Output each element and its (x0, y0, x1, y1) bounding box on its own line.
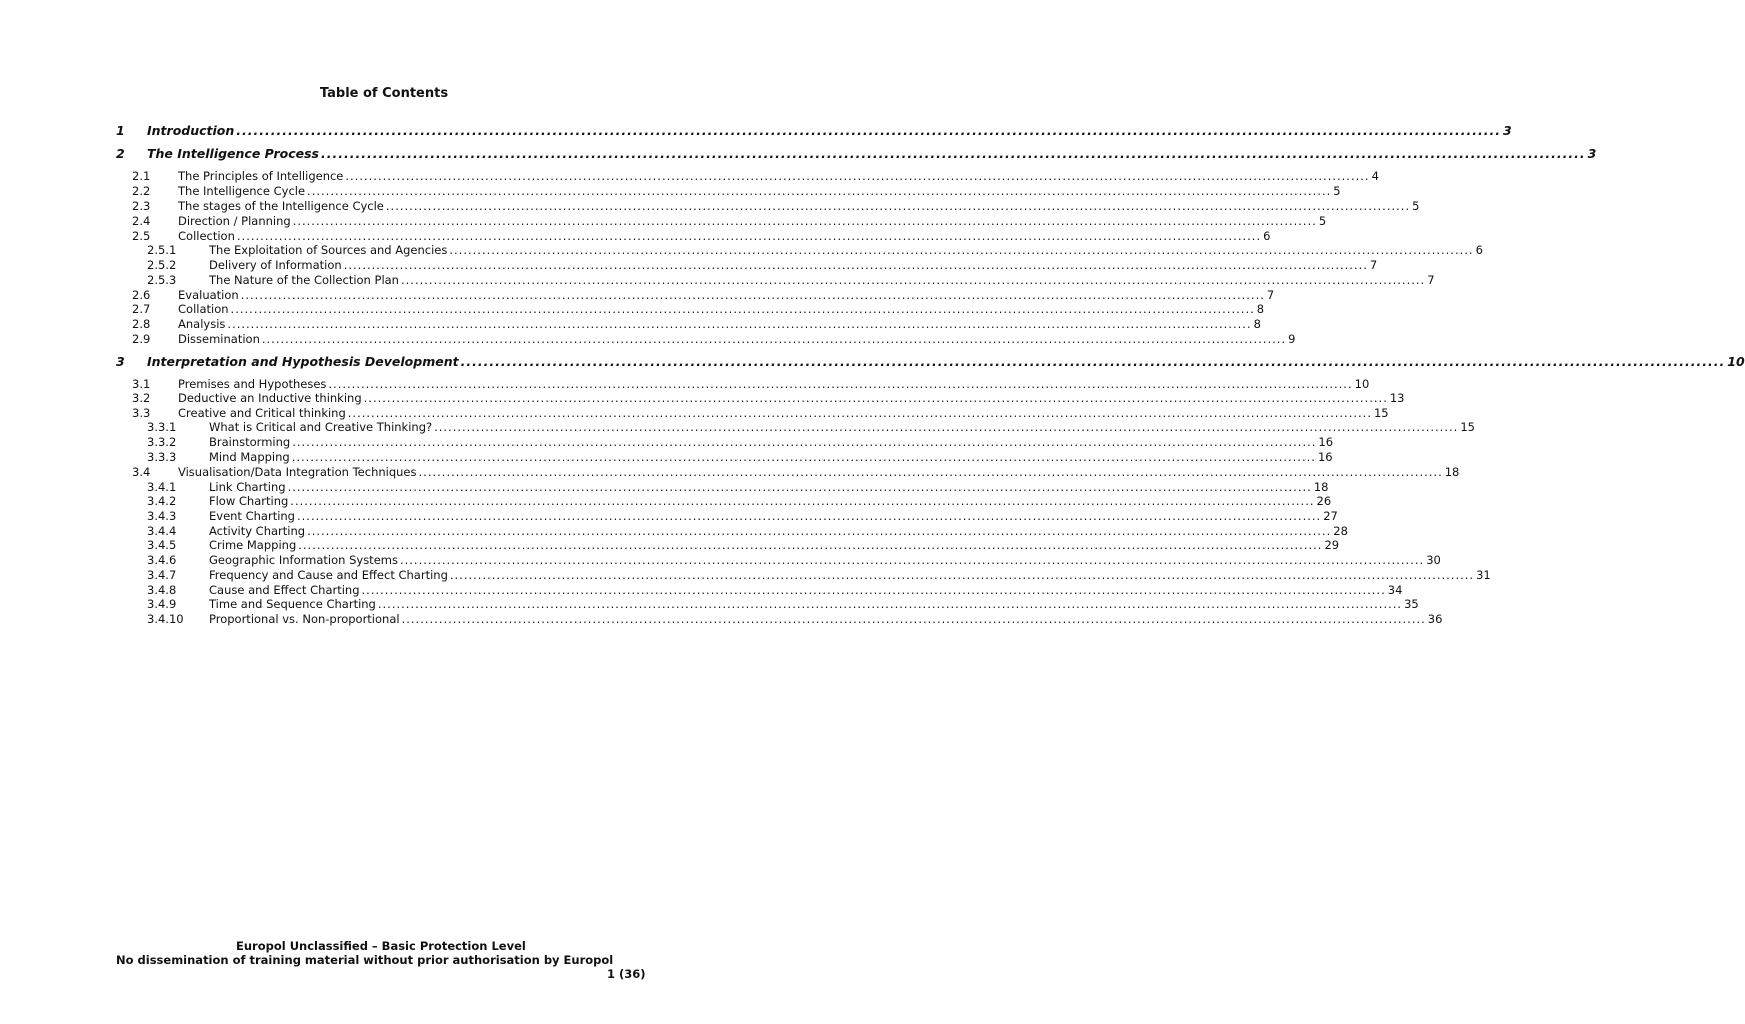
toc-entry-page: 5 (1412, 199, 1420, 213)
toc-entry-label: Crime Mapping (209, 538, 297, 552)
toc-entry-page: 13 (1389, 391, 1405, 405)
toc-entry-label: Dissemination (178, 332, 260, 346)
toc-entry-label: The Nature of the Collection Plan (209, 273, 399, 287)
toc-entry[interactable] (116, 123, 1512, 138)
dot-leader: ............................................................................................................................................................................................................................ (298, 538, 1323, 552)
toc-entry-page: 7 (1427, 273, 1435, 287)
toc-entry[interactable] (147, 553, 1441, 568)
toc-entry-number: 3.4.9 (147, 597, 177, 611)
toc-entry-page: 7 (1266, 288, 1275, 302)
toc-entry-label: What is Critical and Creative Thinking? (209, 420, 433, 434)
toc-entry[interactable] (147, 435, 1334, 450)
toc-entry-page: 18 (1444, 465, 1460, 479)
toc-entry-page: 5 (1333, 184, 1341, 198)
dot-leader: ............................................................................................................................................................................................................................ (361, 583, 1386, 597)
toc-entry-number: 2.5 (132, 229, 151, 243)
dot-leader: ............................................................................................................................................................................................................................ (399, 553, 1425, 567)
toc-entry[interactable] (132, 317, 1261, 332)
dot-leader: ............................................................................................................................................................................................................................ (307, 184, 1332, 198)
toc-entry-page: 7 (1369, 258, 1378, 272)
toc-entry-number: 2.5.2 (147, 258, 177, 272)
dot-leader: ............................................................................................................................................................................................................................ (320, 146, 1586, 161)
dot-leader: ............................................................................................................................................................................................................................ (236, 123, 1501, 138)
toc-entry-page: 30 (1426, 553, 1441, 567)
toc-entry-number: 2.6 (132, 288, 151, 302)
toc-entry[interactable] (147, 568, 1491, 583)
toc-entry-page: 27 (1323, 509, 1338, 523)
toc-entry-page: 36 (1427, 612, 1443, 626)
toc-entry[interactable] (147, 509, 1338, 524)
classification-line: Europol Unclassified – Basic Protection Level (236, 939, 526, 953)
toc-entry-page: 6 (1475, 243, 1483, 257)
toc-entry-label: Collation (178, 302, 229, 316)
toc-entry-label: Mind Mapping (209, 450, 290, 464)
toc-entry-number: 2.1 (132, 169, 151, 183)
toc-entry-number: 1 (116, 123, 125, 138)
toc-entry-number: 3.2 (132, 391, 151, 405)
toc-entry[interactable] (132, 302, 1265, 317)
toc-entry-page: 34 (1387, 583, 1403, 597)
toc-entry-page: 26 (1316, 494, 1332, 508)
toc-entry-label: Link Charting (209, 480, 286, 494)
toc-entry-label: Brainstorming (209, 435, 291, 449)
toc-entry[interactable] (132, 377, 1370, 392)
toc-entry-page: 15 (1373, 406, 1389, 420)
toc-entry-page: 35 (1404, 597, 1419, 611)
toc-entry-number: 3.4.4 (147, 524, 177, 538)
toc-entry[interactable] (147, 612, 1443, 627)
dot-leader: ............................................................................................................................................................................................................................ (434, 420, 1459, 434)
dot-leader: ............................................................................................................................................................................................................................ (363, 391, 1388, 405)
toc-entry[interactable] (132, 199, 1420, 214)
toc-entry-number: 3.3.1 (147, 420, 177, 434)
toc-entry-number: 2.8 (132, 317, 151, 331)
toc-entry-label: Evaluation (178, 288, 239, 302)
dot-leader: ............................................................................................................................................................................................................................ (297, 509, 1322, 523)
toc-entry-page: 15 (1460, 420, 1475, 434)
dot-leader: ............................................................................................................................................................................................................................ (377, 597, 1403, 611)
toc-entry[interactable] (147, 420, 1475, 435)
toc-entry[interactable] (116, 354, 1745, 369)
toc-entry-label: Analysis (178, 317, 226, 331)
toc-entry[interactable] (147, 494, 1332, 509)
toc-entry-page: 16 (1317, 450, 1333, 464)
toc-entry-page: 4 (1371, 169, 1379, 183)
dot-leader: ............................................................................................................................................................................................................................ (449, 243, 1474, 257)
toc-entry-number: 2.9 (132, 332, 151, 346)
toc-entry-label: The stages of the Intelligence Cycle (178, 199, 384, 213)
toc-entry-label: Geographic Information Systems (209, 553, 398, 567)
toc-entry-label: The Principles of Intelligence (178, 169, 344, 183)
toc-entry-page: 3 (1587, 146, 1597, 161)
toc-entry-label: Introduction (147, 123, 235, 138)
toc-entry-number: 3.4.2 (147, 494, 177, 508)
toc-entry-page: 6 (1263, 229, 1271, 243)
dot-leader: ............................................................................................................................................................................................................................ (418, 465, 1443, 479)
toc-entry-page: 18 (1313, 480, 1329, 494)
toc-entry-label: Event Charting (209, 509, 295, 523)
toc-entry-number: 2.7 (132, 302, 151, 316)
toc-entry-label: Collection (178, 229, 235, 243)
toc-entry[interactable] (132, 169, 1379, 184)
toc-entry-label: Direction / Planning (178, 214, 291, 228)
toc-entry-label: Time and Sequence Charting (209, 597, 376, 611)
toc-entry-label: The Intelligence Process (147, 146, 319, 161)
dot-leader: ............................................................................................................................................................................................................................ (401, 612, 1426, 626)
toc-entry-number: 3.3.2 (147, 435, 177, 449)
toc-entry-label: Activity Charting (209, 524, 306, 538)
toc-entry-number: 3.4.3 (147, 509, 177, 523)
toc-entry-number: 3.4 (132, 465, 151, 479)
toc-entry[interactable] (132, 229, 1271, 244)
toc-entry-label: The Exploitation of Sources and Agencies (209, 243, 448, 257)
toc-entry-number: 2.3 (132, 199, 151, 213)
dot-leader: ............................................................................................................................................................................................................................ (385, 199, 1411, 213)
toc-entry-label: Creative and Critical thinking (178, 406, 346, 420)
toc-entry-page: 10 (1727, 354, 1745, 369)
dot-leader: ............................................................................................................................................................................................................................ (292, 435, 1317, 449)
toc-entry-number: 2.4 (132, 214, 151, 228)
toc-entry-page: 16 (1318, 435, 1334, 449)
toc-entry-number: 3.1 (132, 377, 151, 391)
dot-leader: ............................................................................................................................................................................................................................ (261, 332, 1287, 346)
toc-title: Table of Contents (319, 86, 449, 101)
dot-leader: ............................................................................................................................................................................................................................ (400, 273, 1426, 287)
toc-entry-label: Proportional vs. Non-proportional (209, 612, 400, 626)
dot-leader: ............................................................................................................................................................................................................................ (343, 258, 1368, 272)
toc-entry[interactable] (132, 214, 1327, 229)
dot-leader: ............................................................................................................................................................................................................................ (347, 406, 1372, 420)
toc-entry-page: 29 (1324, 538, 1340, 552)
toc-entry-page: 8 (1253, 317, 1261, 331)
toc-entry-label: Premises and Hypotheses (178, 377, 327, 391)
dot-leader: ............................................................................................................................................................................................................................ (292, 214, 1317, 228)
toc-entry-label: Deductive an Inductive thinking (178, 391, 362, 405)
toc-entry[interactable] (147, 480, 1329, 495)
dot-leader: ............................................................................................................................................................................................................................ (291, 450, 1316, 464)
toc-entry[interactable] (147, 258, 1378, 273)
toc-entry[interactable] (132, 391, 1405, 406)
dot-leader: ............................................................................................................................................................................................................................ (328, 377, 1353, 391)
toc-entry[interactable] (147, 524, 1348, 539)
toc-entry-page: 28 (1333, 524, 1348, 538)
dot-leader: ............................................................................................................................................................................................................................ (227, 317, 1252, 331)
toc-entry-number: 2.2 (132, 184, 151, 198)
toc-entry[interactable] (147, 243, 1483, 258)
toc-entry-page: 3 (1502, 123, 1512, 138)
toc-entry-page: 9 (1288, 332, 1296, 346)
toc-entry-page: 10 (1354, 377, 1370, 391)
toc-entry-number: 3.4.6 (147, 553, 177, 567)
toc-entry-label: The Intelligence Cycle (178, 184, 306, 198)
toc-entry[interactable] (132, 406, 1389, 421)
toc-entry[interactable] (116, 146, 1597, 161)
toc-entry-number: 3 (116, 354, 125, 369)
toc-entry-label: Interpretation and Hypothesis Development (147, 354, 459, 369)
toc-entry-label: Flow Charting (209, 494, 289, 508)
toc-entry[interactable] (147, 597, 1419, 612)
toc-entry-number: 3.4.1 (147, 480, 177, 494)
toc-entry-label: Delivery of Information (209, 258, 342, 272)
dot-leader: ............................................................................................................................................................................................................................ (287, 480, 1312, 494)
dot-leader: ............................................................................................................................................................................................................................ (230, 302, 1255, 316)
dot-leader: ............................................................................................................................................................................................................................ (307, 524, 1332, 538)
dot-leader: ............................................................................................................................................................................................................................ (460, 354, 1726, 369)
toc-entry[interactable] (147, 538, 1340, 553)
toc-entry-page: 8 (1256, 302, 1265, 316)
toc-entry[interactable] (147, 450, 1333, 465)
toc-entry[interactable] (132, 288, 1275, 303)
toc-entry-page: 31 (1476, 568, 1491, 582)
toc-entry-number: 2.5.3 (147, 273, 177, 287)
toc-entry-number: 3.4.8 (147, 583, 177, 597)
toc-entry-label: Frequency and Cause and Effect Charting (209, 568, 448, 582)
toc-entry[interactable] (132, 465, 1460, 480)
dot-leader: ............................................................................................................................................................................................................................ (236, 229, 1262, 243)
toc-entry-number: 3.3 (132, 406, 151, 420)
toc-entry-page: 5 (1318, 214, 1327, 228)
dot-leader: ............................................................................................................................................................................................................................ (449, 568, 1475, 582)
toc-entry-number: 2 (116, 146, 125, 161)
toc-entry-number: 2.5.1 (147, 243, 177, 257)
toc-entry-number: 3.3.3 (147, 450, 177, 464)
toc-entry-number: 3.4.10 (147, 612, 184, 626)
toc-entry-number: 3.4.5 (147, 538, 177, 552)
toc-entry-number: 3.4.7 (147, 568, 177, 582)
toc-entry-label: Visualisation/Data Integration Techniques (178, 465, 417, 479)
dissemination-notice: No dissemination of training material without prior authorisation by Europol (116, 953, 614, 967)
dot-leader: ............................................................................................................................................................................................................................ (240, 288, 1265, 302)
toc-entry[interactable] (132, 332, 1296, 347)
dot-leader: ............................................................................................................................................................................................................................ (345, 169, 1370, 183)
toc-entry[interactable] (147, 273, 1435, 288)
page-number: 1 (36) (607, 967, 646, 981)
toc-entry-label: Cause and Effect Charting (209, 583, 360, 597)
dot-leader: ............................................................................................................................................................................................................................ (290, 494, 1315, 508)
toc-entry[interactable] (132, 184, 1341, 199)
toc-entry[interactable] (147, 583, 1403, 598)
